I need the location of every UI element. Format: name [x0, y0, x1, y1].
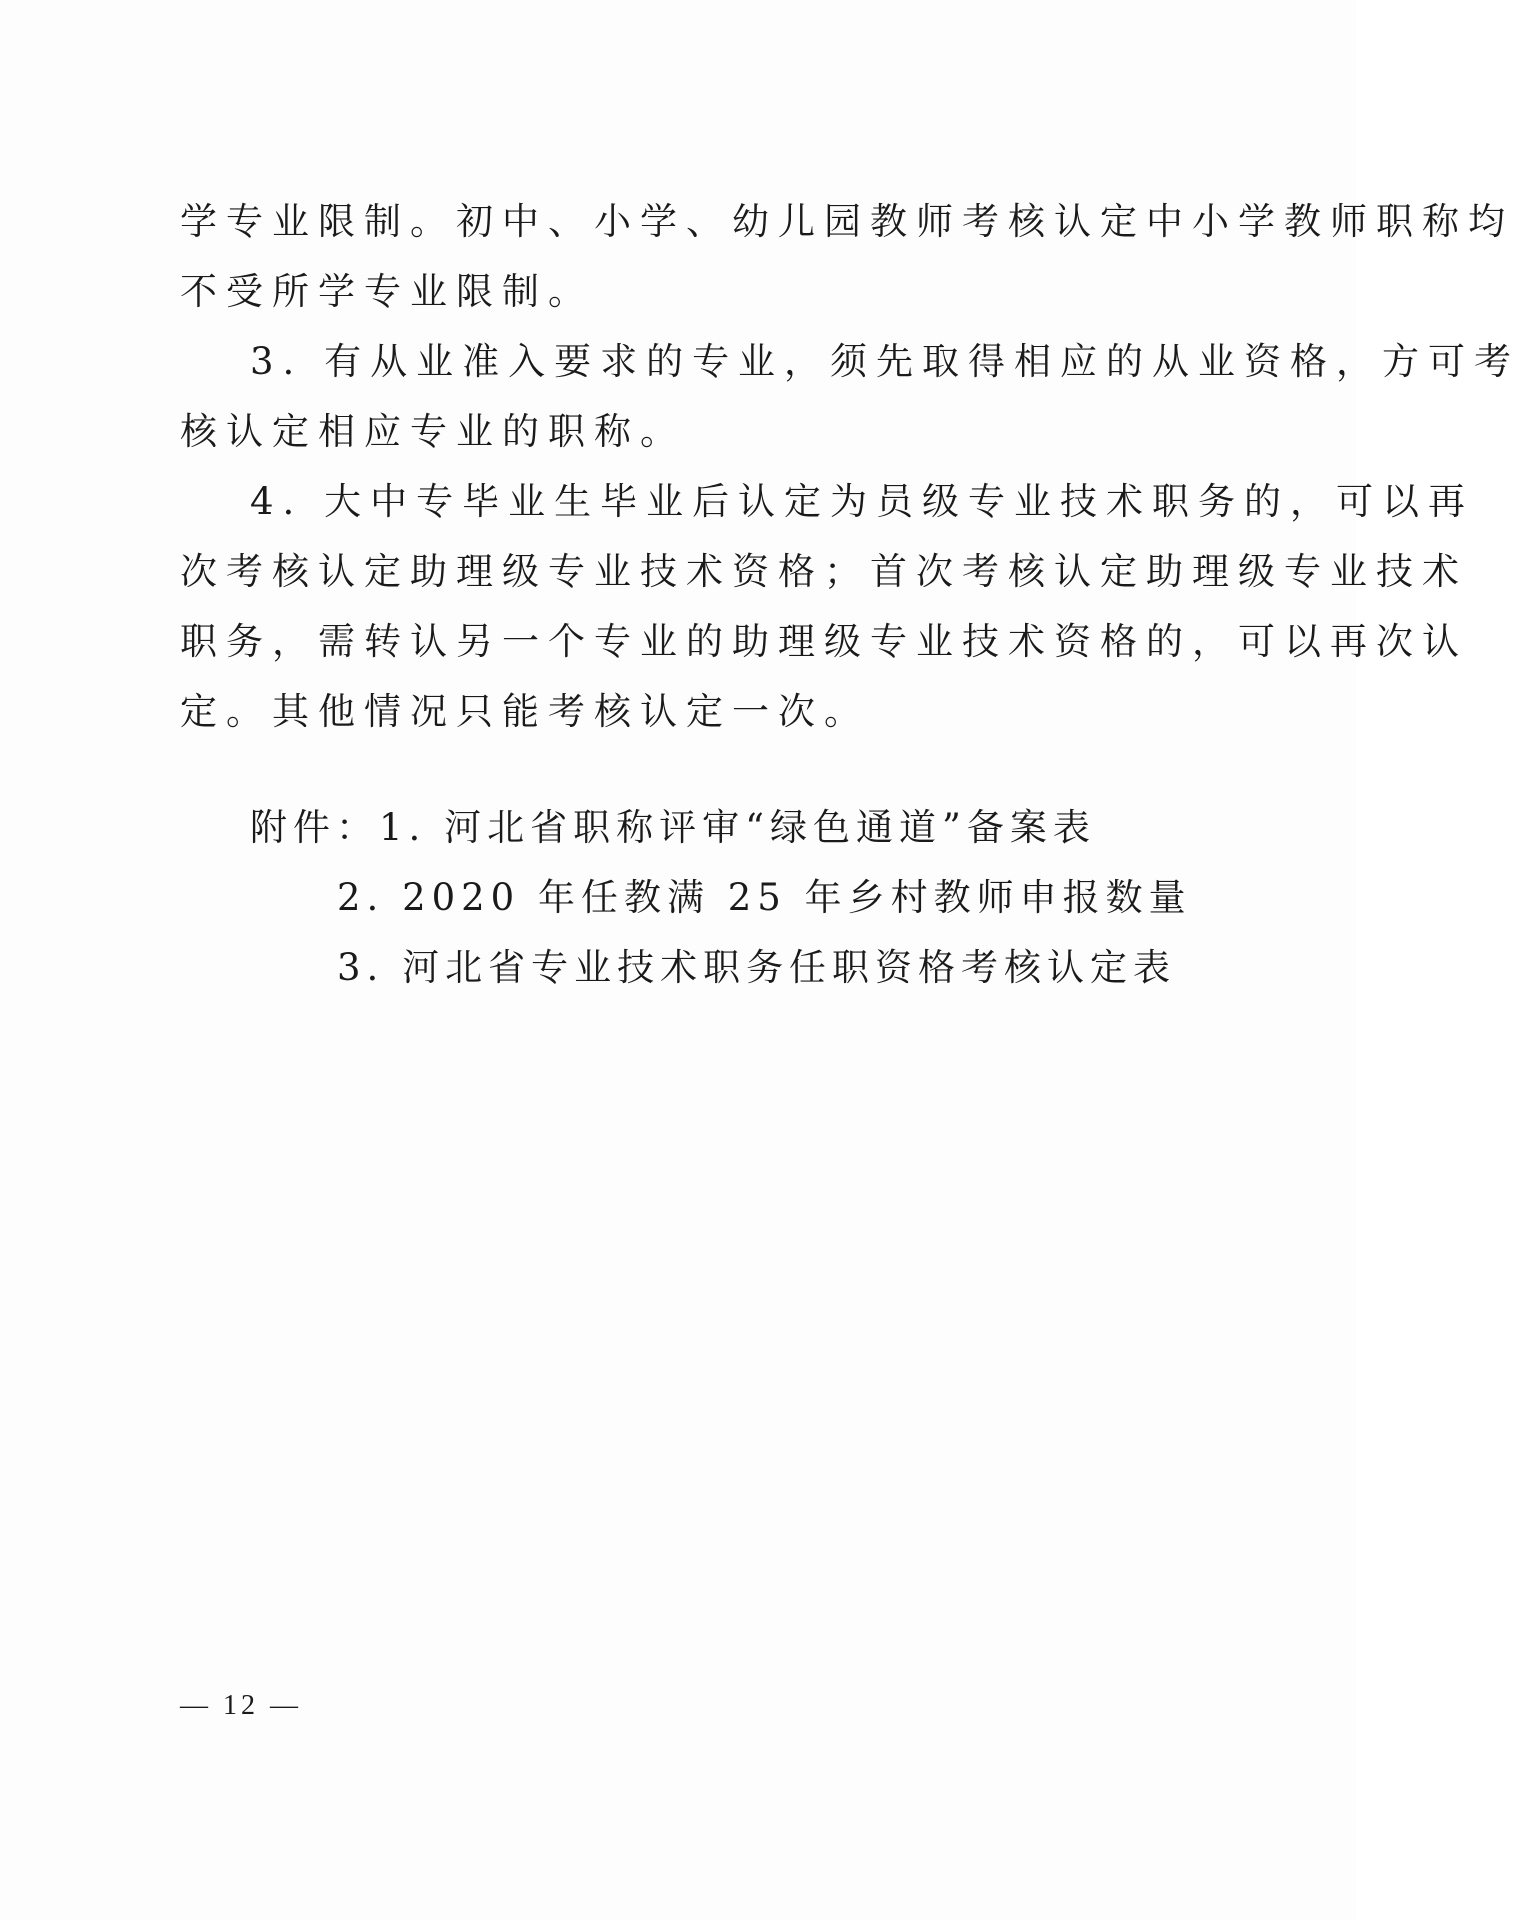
body-line-6: 次考核认定助理级专业技术资格；首次考核认定助理级专业技术	[180, 550, 1468, 593]
attachment-item-1: 1. 河北省职称评审“绿色通道”备案表	[379, 806, 1096, 849]
attachment-item-2: 2. 2020 年任教满 25 年乡村教师申报数量	[337, 876, 1192, 919]
body-line-8: 定。其他情况只能考核认定一次。	[180, 690, 870, 733]
attachments-heading	[250, 806, 1096, 850]
page-number: — 12 —	[180, 1690, 302, 1721]
body-line-3: 3. 有从业准入要求的专业，须先取得相应的从业资格，方可考	[250, 340, 1520, 383]
attachment-item-3: 3. 河北省专业技术职务任职资格考核认定表	[337, 946, 1177, 989]
body-line-5: 4. 大中专毕业生毕业后认定为员级专业技术职务的，可以再	[250, 480, 1475, 523]
attachments-prefix: 附件：	[250, 806, 379, 849]
body-line-2: 不受所学专业限制。	[180, 270, 594, 313]
body-line-4: 核认定相应专业的职称。	[180, 410, 686, 453]
body-line-7: 职务，需转认另一个专业的助理级专业技术资格的，可以再次认	[180, 620, 1468, 663]
body-line-1: 学专业限制。初中、小学、幼儿园教师考核认定中小学教师职称均	[180, 200, 1514, 243]
